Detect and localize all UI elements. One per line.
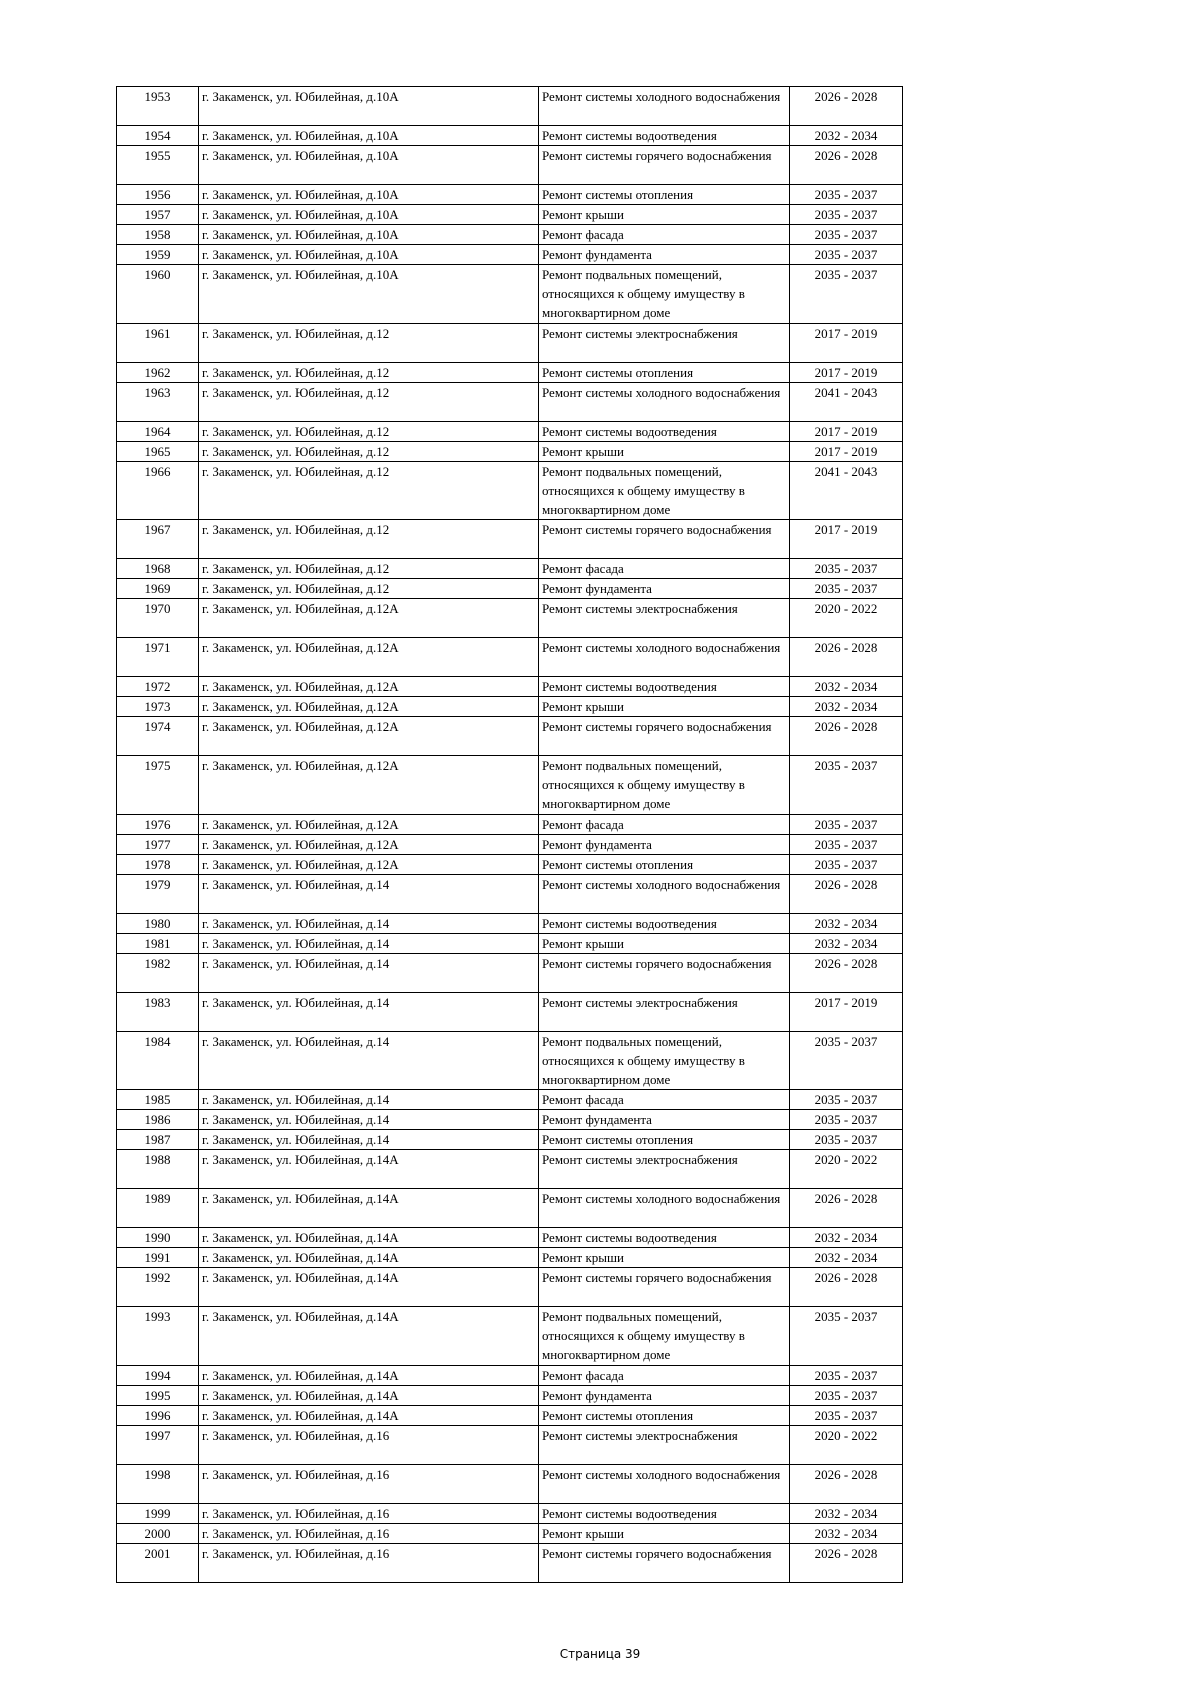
period-cell: 2026 - 2028 xyxy=(790,638,903,677)
address-cell: г. Закаменск, ул. Юбилейная, д.16 xyxy=(199,1425,539,1464)
row-number: 1993 xyxy=(117,1307,199,1366)
work-type-cell: Ремонт системы водоотведения xyxy=(539,677,790,697)
address-cell: г. Закаменск, ул. Юбилейная, д.12 xyxy=(199,382,539,421)
work-type-cell: Ремонт фундамента xyxy=(539,1385,790,1405)
address-cell: г. Закаменск, ул. Юбилейная, д.14 xyxy=(199,1031,539,1090)
work-type-cell: Ремонт крыши xyxy=(539,441,790,461)
table-row xyxy=(117,520,903,559)
table-row xyxy=(117,382,903,421)
work-type-cell: Ремонт системы электроснабжения xyxy=(539,992,790,1031)
work-type-cell: Ремонт системы отопления xyxy=(539,854,790,874)
work-type-cell: Ремонт системы электроснабжения xyxy=(539,599,790,638)
work-type-cell: Ремонт системы электроснабжения xyxy=(539,1425,790,1464)
row-number: 1980 xyxy=(117,913,199,933)
row-number: 1960 xyxy=(117,265,199,324)
period-cell: 2035 - 2037 xyxy=(790,1090,903,1110)
row-number: 1979 xyxy=(117,874,199,913)
work-type-cell: Ремонт системы отопления xyxy=(539,362,790,382)
period-cell: 2020 - 2022 xyxy=(790,1425,903,1464)
work-type-cell: Ремонт фундамента xyxy=(539,834,790,854)
period-cell: 2032 - 2034 xyxy=(790,1523,903,1543)
period-cell: 2035 - 2037 xyxy=(790,579,903,599)
row-number: 1969 xyxy=(117,579,199,599)
table-row xyxy=(117,1110,903,1130)
address-cell: г. Закаменск, ул. Юбилейная, д.10А xyxy=(199,126,539,146)
row-number: 1971 xyxy=(117,638,199,677)
work-type-cell: Ремонт системы горячего водоснабжения xyxy=(539,1268,790,1307)
table-row xyxy=(117,126,903,146)
period-cell: 2026 - 2028 xyxy=(790,717,903,756)
table-row xyxy=(117,323,903,362)
work-type-cell: Ремонт системы водоотведения xyxy=(539,421,790,441)
address-cell: г. Закаменск, ул. Юбилейная, д.12 xyxy=(199,579,539,599)
address-cell: г. Закаменск, ул. Юбилейная, д.14А xyxy=(199,1268,539,1307)
row-number: 1959 xyxy=(117,245,199,265)
work-type-cell: Ремонт подвальных помещений, относящихся к общему имуществу в многоквартирном доме xyxy=(539,1031,790,1090)
row-number: 1982 xyxy=(117,953,199,992)
work-type-cell: Ремонт системы отопления xyxy=(539,1130,790,1150)
table-row xyxy=(117,854,903,874)
address-cell: г. Закаменск, ул. Юбилейная, д.12А xyxy=(199,834,539,854)
table-row xyxy=(117,1248,903,1268)
table-row xyxy=(117,1307,903,1366)
address-cell: г. Закаменск, ул. Юбилейная, д.14 xyxy=(199,1130,539,1150)
period-cell: 2026 - 2028 xyxy=(790,87,903,126)
row-number: 1963 xyxy=(117,382,199,421)
address-cell: г. Закаменск, ул. Юбилейная, д.12 xyxy=(199,559,539,579)
table-row xyxy=(117,814,903,834)
row-number: 1970 xyxy=(117,599,199,638)
period-cell: 2035 - 2037 xyxy=(790,756,903,815)
period-cell: 2032 - 2034 xyxy=(790,126,903,146)
work-type-cell: Ремонт крыши xyxy=(539,205,790,225)
address-cell: г. Закаменск, ул. Юбилейная, д.12А xyxy=(199,717,539,756)
table-row xyxy=(117,205,903,225)
work-type-cell: Ремонт системы горячего водоснабжения xyxy=(539,953,790,992)
row-number: 1985 xyxy=(117,1090,199,1110)
table-row xyxy=(117,834,903,854)
period-cell: 2026 - 2028 xyxy=(790,146,903,185)
address-cell: г. Закаменск, ул. Юбилейная, д.14А xyxy=(199,1248,539,1268)
work-type-cell: Ремонт фасада xyxy=(539,225,790,245)
row-number: 1962 xyxy=(117,362,199,382)
work-type-cell: Ремонт системы холодного водоснабжения xyxy=(539,382,790,421)
period-cell: 2035 - 2037 xyxy=(790,1385,903,1405)
work-type-cell: Ремонт крыши xyxy=(539,1248,790,1268)
row-number: 1968 xyxy=(117,559,199,579)
row-number: 1966 xyxy=(117,461,199,520)
table-row xyxy=(117,1543,903,1582)
address-cell: г. Закаменск, ул. Юбилейная, д.14А xyxy=(199,1405,539,1425)
row-number: 1975 xyxy=(117,756,199,815)
period-cell: 2032 - 2034 xyxy=(790,1248,903,1268)
table-row xyxy=(117,874,903,913)
table-row xyxy=(117,1464,903,1503)
table-row xyxy=(117,245,903,265)
table-row xyxy=(117,579,903,599)
table-row xyxy=(117,638,903,677)
work-type-cell: Ремонт системы холодного водоснабжения xyxy=(539,87,790,126)
table-row xyxy=(117,1130,903,1150)
table-row xyxy=(117,1385,903,1405)
address-cell: г. Закаменск, ул. Юбилейная, д.14 xyxy=(199,992,539,1031)
work-type-cell: Ремонт фасада xyxy=(539,559,790,579)
period-cell: 2035 - 2037 xyxy=(790,814,903,834)
row-number: 1991 xyxy=(117,1248,199,1268)
period-cell: 2035 - 2037 xyxy=(790,225,903,245)
work-type-cell: Ремонт крыши xyxy=(539,1523,790,1543)
table-row xyxy=(117,559,903,579)
row-number: 1983 xyxy=(117,992,199,1031)
table-row xyxy=(117,1150,903,1189)
period-cell: 2032 - 2034 xyxy=(790,1503,903,1523)
address-cell: г. Закаменск, ул. Юбилейная, д.12 xyxy=(199,323,539,362)
row-number: 1974 xyxy=(117,717,199,756)
work-type-cell: Ремонт системы холодного водоснабжения xyxy=(539,874,790,913)
work-type-cell: Ремонт фундамента xyxy=(539,245,790,265)
table-row xyxy=(117,1365,903,1385)
row-number: 1956 xyxy=(117,185,199,205)
period-cell: 2035 - 2037 xyxy=(790,834,903,854)
row-number: 1955 xyxy=(117,146,199,185)
table-row xyxy=(117,1090,903,1110)
table-row xyxy=(117,441,903,461)
work-type-cell: Ремонт системы электроснабжения xyxy=(539,323,790,362)
row-number: 1978 xyxy=(117,854,199,874)
work-type-cell: Ремонт системы водоотведения xyxy=(539,1228,790,1248)
row-number: 1953 xyxy=(117,87,199,126)
work-type-cell: Ремонт подвальных помещений, относящихся к общему имуществу в многоквартирном доме xyxy=(539,265,790,324)
period-cell: 2032 - 2034 xyxy=(790,697,903,717)
period-cell: 2035 - 2037 xyxy=(790,1307,903,1366)
period-cell: 2035 - 2037 xyxy=(790,265,903,324)
table-row xyxy=(117,461,903,520)
work-type-cell: Ремонт системы горячего водоснабжения xyxy=(539,146,790,185)
period-cell: 2020 - 2022 xyxy=(790,1150,903,1189)
address-cell: г. Закаменск, ул. Юбилейная, д.12 xyxy=(199,362,539,382)
row-number: 1994 xyxy=(117,1365,199,1385)
address-cell: г. Закаменск, ул. Юбилейная, д.14 xyxy=(199,874,539,913)
address-cell: г. Закаменск, ул. Юбилейная, д.10А xyxy=(199,205,539,225)
row-number: 2000 xyxy=(117,1523,199,1543)
address-cell: г. Закаменск, ул. Юбилейная, д.12А xyxy=(199,677,539,697)
address-cell: г. Закаменск, ул. Юбилейная, д.14А xyxy=(199,1365,539,1385)
period-cell: 2017 - 2019 xyxy=(790,520,903,559)
period-cell: 2017 - 2019 xyxy=(790,362,903,382)
table-row xyxy=(117,913,903,933)
row-number: 1997 xyxy=(117,1425,199,1464)
table-row xyxy=(117,697,903,717)
period-cell: 2032 - 2034 xyxy=(790,677,903,697)
address-cell: г. Закаменск, ул. Юбилейная, д.14А xyxy=(199,1150,539,1189)
address-cell: г. Закаменск, ул. Юбилейная, д.14А xyxy=(199,1385,539,1405)
address-cell: г. Закаменск, ул. Юбилейная, д.14 xyxy=(199,1090,539,1110)
address-cell: г. Закаменск, ул. Юбилейная, д.14А xyxy=(199,1228,539,1248)
address-cell: г. Закаменск, ул. Юбилейная, д.14 xyxy=(199,913,539,933)
period-cell: 2035 - 2037 xyxy=(790,1031,903,1090)
address-cell: г. Закаменск, ул. Юбилейная, д.10А xyxy=(199,185,539,205)
address-cell: г. Закаменск, ул. Юбилейная, д.12 xyxy=(199,520,539,559)
period-cell: 2035 - 2037 xyxy=(790,1365,903,1385)
table-body xyxy=(117,87,903,1583)
work-type-cell: Ремонт фасада xyxy=(539,1090,790,1110)
address-cell: г. Закаменск, ул. Юбилейная, д.12 xyxy=(199,441,539,461)
table-row xyxy=(117,992,903,1031)
table-row xyxy=(117,953,903,992)
table-row xyxy=(117,1031,903,1090)
address-cell: г. Закаменск, ул. Юбилейная, д.14 xyxy=(199,933,539,953)
table-row xyxy=(117,1503,903,1523)
row-number: 1973 xyxy=(117,697,199,717)
work-type-cell: Ремонт системы горячего водоснабжения xyxy=(539,520,790,559)
table-row xyxy=(117,677,903,697)
work-type-cell: Ремонт фундамента xyxy=(539,579,790,599)
address-cell: г. Закаменск, ул. Юбилейная, д.12А xyxy=(199,599,539,638)
row-number: 1986 xyxy=(117,1110,199,1130)
period-cell: 2035 - 2037 xyxy=(790,1130,903,1150)
work-type-cell: Ремонт системы электроснабжения xyxy=(539,1150,790,1189)
period-cell: 2035 - 2037 xyxy=(790,185,903,205)
table-row xyxy=(117,265,903,324)
address-cell: г. Закаменск, ул. Юбилейная, д.14 xyxy=(199,953,539,992)
address-cell: г. Закаменск, ул. Юбилейная, д.16 xyxy=(199,1523,539,1543)
table-row xyxy=(117,1189,903,1228)
address-cell: г. Закаменск, ул. Юбилейная, д.12 xyxy=(199,461,539,520)
table-row xyxy=(117,933,903,953)
period-cell: 2041 - 2043 xyxy=(790,382,903,421)
work-type-cell: Ремонт фасада xyxy=(539,814,790,834)
period-cell: 2035 - 2037 xyxy=(790,1405,903,1425)
period-cell: 2017 - 2019 xyxy=(790,323,903,362)
address-cell: г. Закаменск, ул. Юбилейная, д.12А xyxy=(199,854,539,874)
work-type-cell: Ремонт системы водоотведения xyxy=(539,913,790,933)
table-row xyxy=(117,1268,903,1307)
work-type-cell: Ремонт системы горячего водоснабжения xyxy=(539,717,790,756)
row-number: 1999 xyxy=(117,1503,199,1523)
period-cell: 2041 - 2043 xyxy=(790,461,903,520)
table-row xyxy=(117,421,903,441)
work-type-cell: Ремонт системы холодного водоснабжения xyxy=(539,638,790,677)
period-cell: 2035 - 2037 xyxy=(790,559,903,579)
row-number: 1977 xyxy=(117,834,199,854)
row-number: 1981 xyxy=(117,933,199,953)
address-cell: г. Закаменск, ул. Юбилейная, д.10А xyxy=(199,245,539,265)
work-type-cell: Ремонт системы холодного водоснабжения xyxy=(539,1464,790,1503)
work-type-cell: Ремонт крыши xyxy=(539,697,790,717)
table-row xyxy=(117,599,903,638)
table-row xyxy=(117,756,903,815)
period-cell: 2017 - 2019 xyxy=(790,441,903,461)
work-type-cell: Ремонт подвальных помещений, относящихся к общему имуществу в многоквартирном доме xyxy=(539,461,790,520)
address-cell: г. Закаменск, ул. Юбилейная, д.16 xyxy=(199,1503,539,1523)
table-row xyxy=(117,225,903,245)
row-number: 1976 xyxy=(117,814,199,834)
address-cell: г. Закаменск, ул. Юбилейная, д.12А xyxy=(199,638,539,677)
period-cell: 2035 - 2037 xyxy=(790,205,903,225)
period-cell: 2035 - 2037 xyxy=(790,245,903,265)
address-cell: г. Закаменск, ул. Юбилейная, д.12 xyxy=(199,421,539,441)
period-cell: 2017 - 2019 xyxy=(790,421,903,441)
period-cell: 2026 - 2028 xyxy=(790,1464,903,1503)
table-row xyxy=(117,1523,903,1543)
table-row xyxy=(117,1228,903,1248)
address-cell: г. Закаменск, ул. Юбилейная, д.10А xyxy=(199,146,539,185)
table-row xyxy=(117,362,903,382)
address-cell: г. Закаменск, ул. Юбилейная, д.16 xyxy=(199,1543,539,1582)
address-cell: г. Закаменск, ул. Юбилейная, д.10А xyxy=(199,225,539,245)
row-number: 1995 xyxy=(117,1385,199,1405)
address-cell: г. Закаменск, ул. Юбилейная, д.14 xyxy=(199,1110,539,1130)
row-number: 1961 xyxy=(117,323,199,362)
row-number: 1987 xyxy=(117,1130,199,1150)
period-cell: 2017 - 2019 xyxy=(790,992,903,1031)
work-type-cell: Ремонт крыши xyxy=(539,933,790,953)
period-cell: 2026 - 2028 xyxy=(790,953,903,992)
row-number: 1965 xyxy=(117,441,199,461)
work-type-cell: Ремонт системы холодного водоснабжения xyxy=(539,1189,790,1228)
table-row xyxy=(117,1405,903,1425)
period-cell: 2026 - 2028 xyxy=(790,1543,903,1582)
address-cell: г. Закаменск, ул. Юбилейная, д.12А xyxy=(199,697,539,717)
row-number: 1957 xyxy=(117,205,199,225)
row-number: 1988 xyxy=(117,1150,199,1189)
row-number: 1996 xyxy=(117,1405,199,1425)
work-type-cell: Ремонт подвальных помещений, относящихся к общему имуществу в многоквартирном доме xyxy=(539,756,790,815)
row-number: 1964 xyxy=(117,421,199,441)
work-type-cell: Ремонт подвальных помещений, относящихся к общему имуществу в многоквартирном доме xyxy=(539,1307,790,1366)
table-row xyxy=(117,185,903,205)
address-cell: г. Закаменск, ул. Юбилейная, д.14А xyxy=(199,1189,539,1228)
row-number: 1992 xyxy=(117,1268,199,1307)
row-number: 2001 xyxy=(117,1543,199,1582)
row-number: 1990 xyxy=(117,1228,199,1248)
period-cell: 2026 - 2028 xyxy=(790,1268,903,1307)
row-number: 1958 xyxy=(117,225,199,245)
table-row xyxy=(117,87,903,126)
period-cell: 2026 - 2028 xyxy=(790,874,903,913)
table-row xyxy=(117,717,903,756)
period-cell: 2026 - 2028 xyxy=(790,1189,903,1228)
row-number: 1989 xyxy=(117,1189,199,1228)
row-number: 1967 xyxy=(117,520,199,559)
address-cell: г. Закаменск, ул. Юбилейная, д.10А xyxy=(199,87,539,126)
table-row xyxy=(117,1425,903,1464)
address-cell: г. Закаменск, ул. Юбилейная, д.14А xyxy=(199,1307,539,1366)
row-number: 1954 xyxy=(117,126,199,146)
address-cell: г. Закаменск, ул. Юбилейная, д.12А xyxy=(199,814,539,834)
work-type-cell: Ремонт фундамента xyxy=(539,1110,790,1130)
address-cell: г. Закаменск, ул. Юбилейная, д.16 xyxy=(199,1464,539,1503)
period-cell: 2032 - 2034 xyxy=(790,933,903,953)
period-cell: 2035 - 2037 xyxy=(790,1110,903,1130)
work-type-cell: Ремонт системы водоотведения xyxy=(539,1503,790,1523)
work-type-cell: Ремонт системы отопления xyxy=(539,185,790,205)
row-number: 1998 xyxy=(117,1464,199,1503)
page-number: Страница 39 xyxy=(559,1647,641,1661)
address-cell: г. Закаменск, ул. Юбилейная, д.10А xyxy=(199,265,539,324)
address-cell: г. Закаменск, ул. Юбилейная, д.12А xyxy=(199,756,539,815)
work-type-cell: Ремонт системы водоотведения xyxy=(539,126,790,146)
row-number: 1984 xyxy=(117,1031,199,1090)
work-type-cell: Ремонт системы отопления xyxy=(539,1405,790,1425)
period-cell: 2032 - 2034 xyxy=(790,1228,903,1248)
work-type-cell: Ремонт системы горячего водоснабжения xyxy=(539,1543,790,1582)
period-cell: 2035 - 2037 xyxy=(790,854,903,874)
repair-schedule-table xyxy=(116,86,903,1583)
period-cell: 2032 - 2034 xyxy=(790,913,903,933)
period-cell: 2020 - 2022 xyxy=(790,599,903,638)
table-row xyxy=(117,146,903,185)
work-type-cell: Ремонт фасада xyxy=(539,1365,790,1385)
row-number: 1972 xyxy=(117,677,199,697)
